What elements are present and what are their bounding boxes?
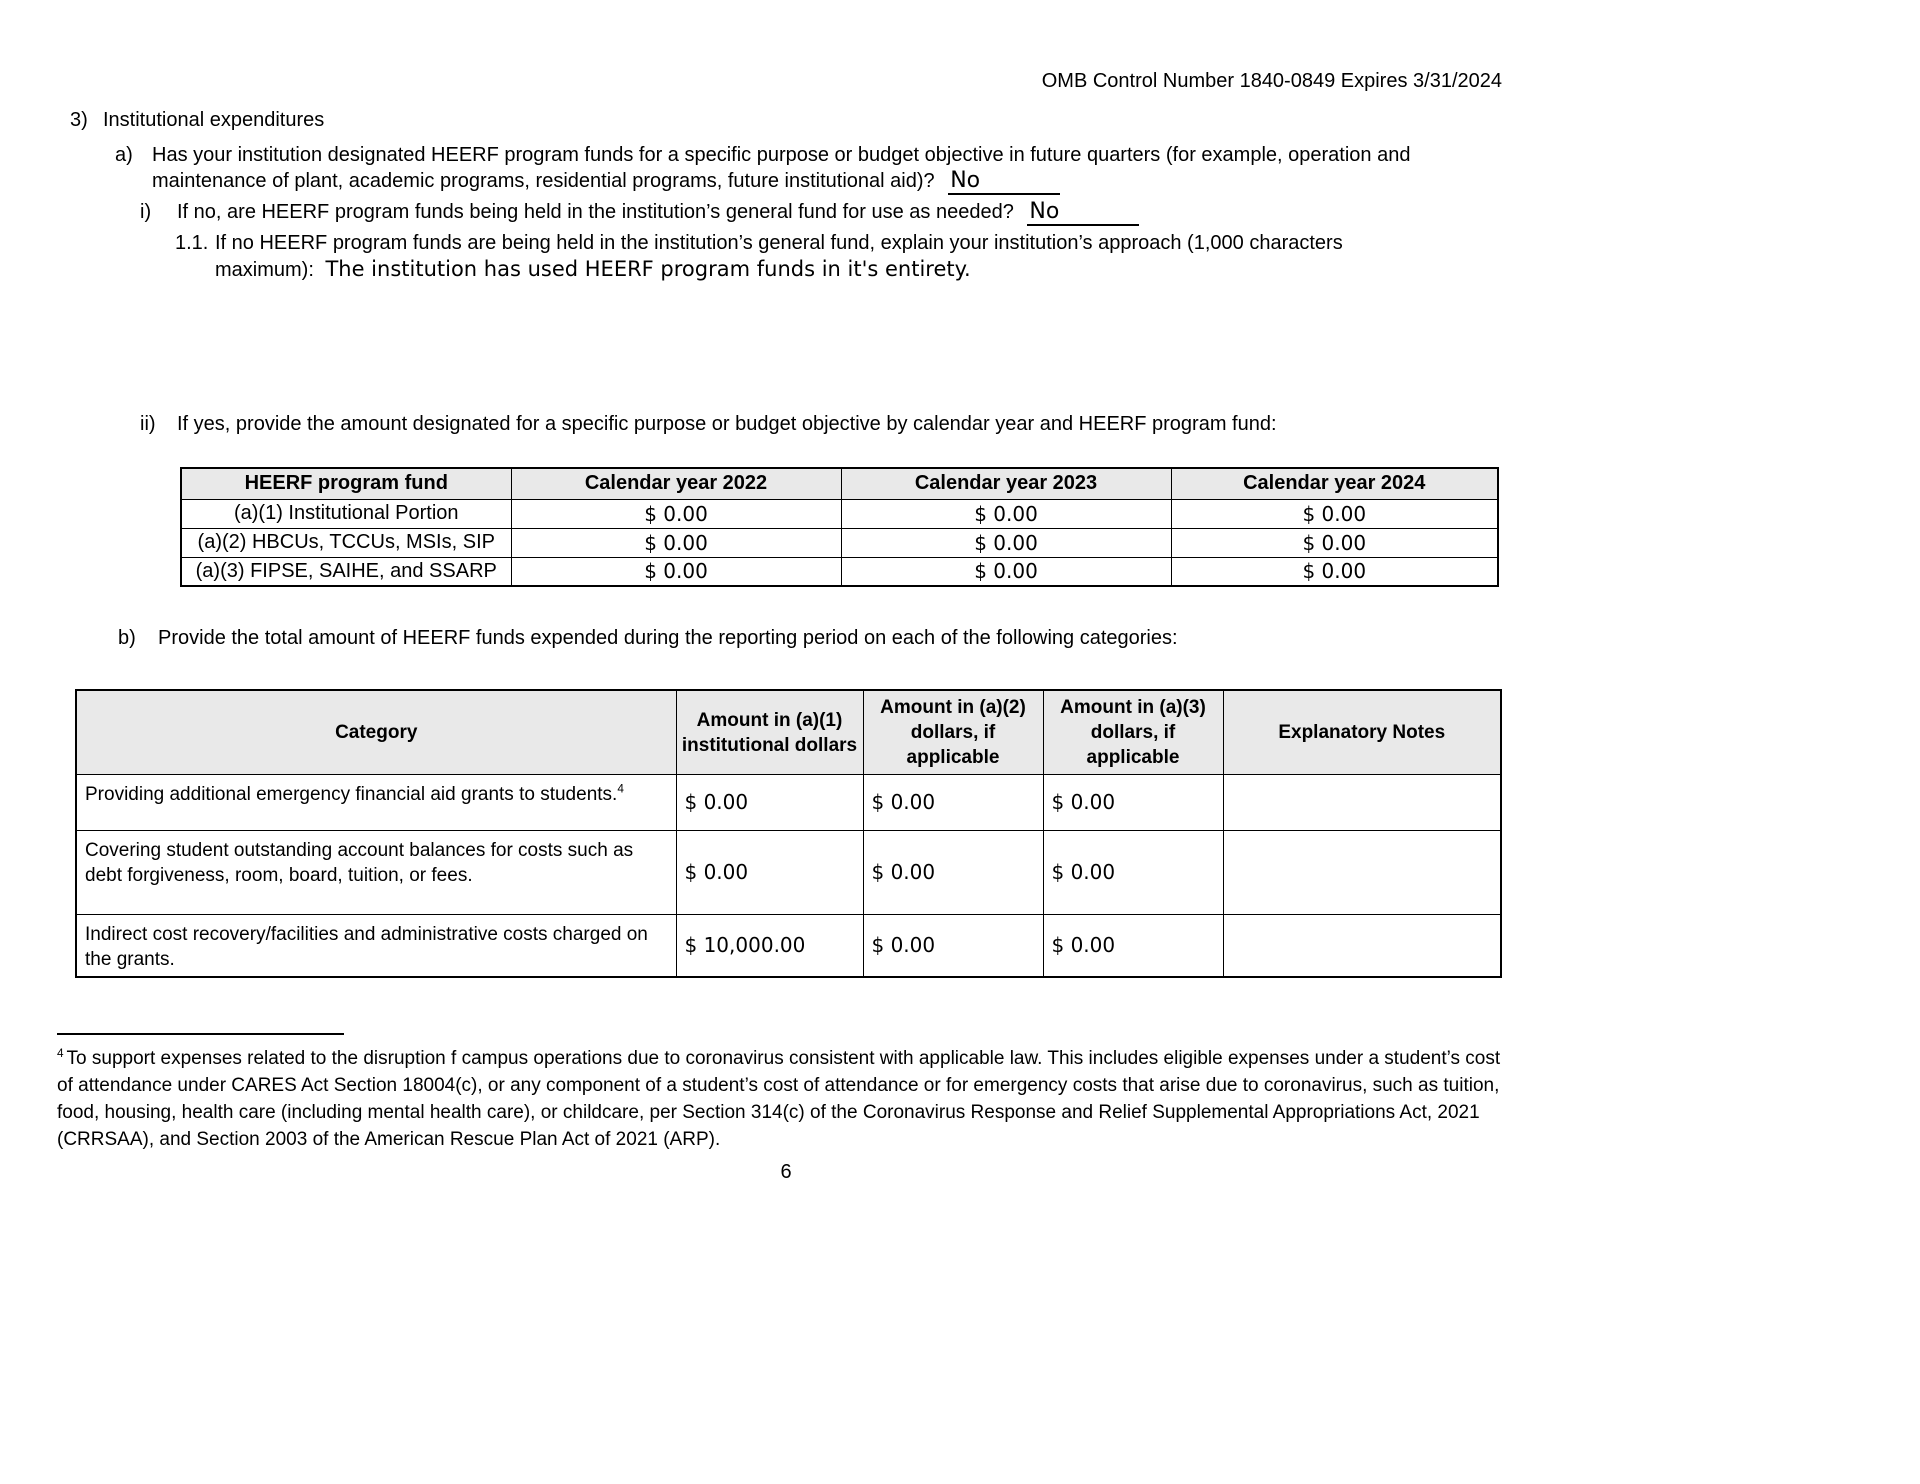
table-row (76, 915, 1501, 978)
fund-table-header-row (181, 468, 1498, 499)
question-b-text: Provide the total amount of HEERF funds expended during the reporting period on each of the following categories: (158, 627, 1178, 649)
amount-a3-cell[interactable]: $ 0.00 (1043, 775, 1223, 831)
question-a-answer-field[interactable] (948, 169, 1060, 195)
question-a-answer: No (950, 168, 981, 193)
question-i-answer: No (1029, 199, 1060, 224)
category-text: Covering student outstanding account balances for costs such as debt forgiveness, room, board, tuition, or fees. (85, 840, 634, 886)
section-number: 3) (70, 109, 88, 131)
question-ii (140, 411, 1502, 437)
category-cell (76, 915, 676, 978)
expend-header-notes: Explanatory Notes (1223, 690, 1501, 775)
amount-cell[interactable]: $ 0.00 (841, 528, 1171, 557)
amount-a2-cell[interactable]: $ 0.00 (863, 831, 1043, 915)
page-number: 6 (780, 1161, 792, 1183)
question-1-1-label: 1.1. (175, 232, 209, 254)
amount-cell[interactable]: $ 0.00 (841, 557, 1171, 586)
omb-control-number: OMB Control Number 1840-0849 Expires 3/31/2024 (1041, 70, 1502, 92)
question-1-1-text: If no HEERF program funds are being held in the institution’s general fund, explain your institution’s approach (1,000 characters maximum): (215, 232, 1343, 281)
amount-cell[interactable]: $ 0.00 (1171, 557, 1498, 586)
table-row (181, 557, 1498, 586)
fund-table-header-2023: Calendar year 2023 (841, 468, 1171, 499)
question-i-label: i) (140, 201, 152, 223)
amount-cell[interactable]: $ 0.00 (511, 499, 841, 528)
footnote (57, 1045, 1502, 1153)
expend-header-a1: Amount in (a)(1) institutional dollars (676, 690, 863, 775)
expend-header-category: Category (76, 690, 676, 775)
question-b (118, 625, 1502, 651)
amount-cell[interactable]: $ 0.00 (511, 557, 841, 586)
section-heading (70, 109, 1502, 132)
page-content (57, 0, 1502, 1184)
fund-table-header-2022: Calendar year 2022 (511, 468, 841, 499)
amount-cell[interactable]: $ 0.00 (1171, 499, 1498, 528)
question-i-answer-field[interactable] (1027, 200, 1139, 226)
explanatory-notes-cell[interactable] (1223, 915, 1501, 978)
amount-a3-cell[interactable]: $ 0.00 (1043, 831, 1223, 915)
footnote-text: To support expenses related to the disruption f campus operations due to coronavirus consistent with applicable law. This includes eligible expenses under a student’s cost of attendance under CARES Act Section 18004(c), or any component of a student’s cost of attendance or for emergency costs that arise due to coronavirus, such as tuition, food, housing, health care (including mental health care), or childcare, per Section 314(c) of the Coronavirus Response and Relief Supplemental Appropriations Act, 2021 (CRRSAA), and Section 2003 of the American Rescue Plan Act of 2021 (ARP). (57, 1048, 1501, 1150)
question-b-label: b) (118, 627, 136, 649)
category-text: Indirect cost recovery/facilities and administrative costs charged on the grants. (85, 924, 648, 970)
table-row (76, 831, 1501, 915)
amount-a2-cell[interactable]: $ 0.00 (863, 775, 1043, 831)
fund-table-header-fund: HEERF program fund (181, 468, 511, 499)
category-text: Providing additional emergency financial aid grants to students. (85, 784, 618, 805)
footnote-reference: 4 (617, 782, 624, 796)
explanatory-notes-cell[interactable] (1223, 831, 1501, 915)
expend-header-a3: Amount in (a)(3) dollars, if applicable (1043, 690, 1223, 775)
answer-area-blank-space (70, 283, 1502, 411)
amount-a2-cell[interactable]: $ 0.00 (863, 915, 1043, 978)
table-row (181, 499, 1498, 528)
fund-name-cell: (a)(1) Institutional Portion (181, 499, 511, 528)
heerf-expenditure-category-table (75, 689, 1502, 978)
question-ii-label: ii) (140, 413, 156, 435)
question-ii-text: If yes, provide the amount designated for a specific purpose or budget objective by calendar year and HEERF program fund: (177, 413, 1277, 435)
question-1-1-answer-field[interactable]: The institution has used HEERF program funds in it's entirety. (325, 257, 971, 281)
category-cell (76, 831, 676, 915)
footnote-separator-rule (57, 1033, 344, 1035)
question-i-text: If no, are HEERF program funds being held in the institution’s general fund for use as needed? (177, 201, 1014, 223)
question-1-1 (175, 230, 1445, 283)
amount-a3-cell[interactable]: $ 0.00 (1043, 915, 1223, 978)
amount-a1-cell[interactable]: $ 0.00 (676, 831, 863, 915)
question-i (140, 199, 1502, 226)
footnote-number: 4 (57, 1046, 64, 1060)
amount-cell[interactable]: $ 0.00 (841, 499, 1171, 528)
question-a (115, 142, 1502, 195)
fund-name-cell: (a)(2) HBCUs, TCCUs, MSIs, SIP (181, 528, 511, 557)
explanatory-notes-cell[interactable] (1223, 775, 1501, 831)
expend-header-a2: Amount in (a)(2) dollars, if applicable (863, 690, 1043, 775)
amount-cell[interactable]: $ 0.00 (511, 528, 841, 557)
expend-table-header-row (76, 690, 1501, 775)
amount-a1-cell[interactable]: $ 10,000.00 (676, 915, 863, 978)
amount-a1-cell[interactable]: $ 0.00 (676, 775, 863, 831)
amount-cell[interactable]: $ 0.00 (1171, 528, 1498, 557)
table-row (181, 528, 1498, 557)
category-cell (76, 775, 676, 831)
fund-table-header-2024: Calendar year 2024 (1171, 468, 1498, 499)
question-a-label: a) (115, 144, 133, 166)
fund-name-cell: (a)(3) FIPSE, SAIHE, and SSARP (181, 557, 511, 586)
section-title: Institutional expenditures (103, 109, 325, 131)
heerf-fund-designation-table (180, 467, 1499, 587)
question-a-text: Has your institution designated HEERF program funds for a specific purpose or budget objective in future quarters (for example, operation and maintenance of plant, academic programs, residential programs, future institutional aid)? (152, 144, 1411, 192)
table-row (76, 775, 1501, 831)
